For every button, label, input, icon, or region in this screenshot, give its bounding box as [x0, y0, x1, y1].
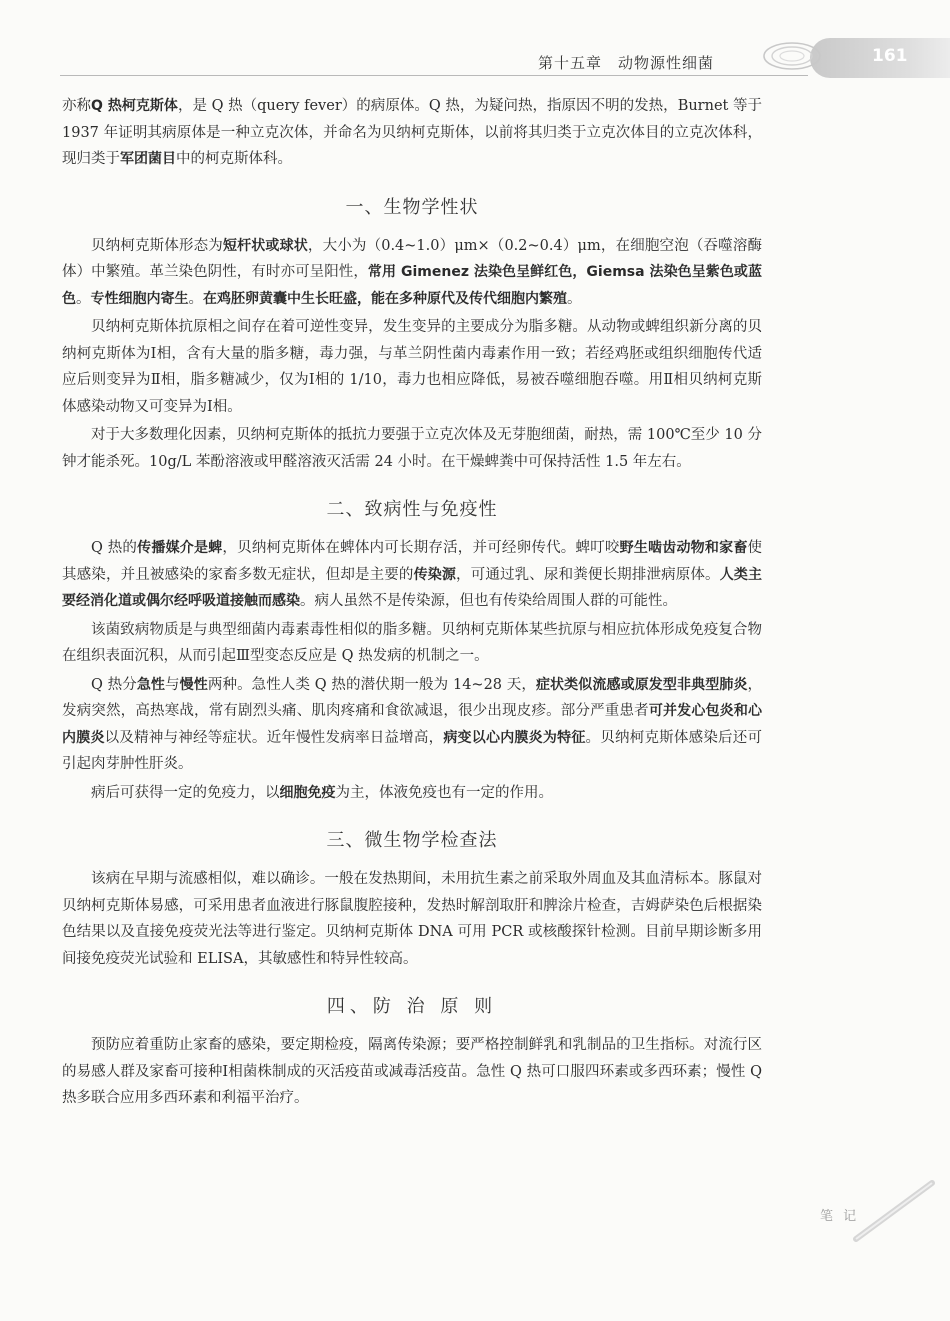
page-number: 161: [872, 46, 908, 66]
pathogenicity-paragraph-3: Q 热分急性与慢性两种。急性人类 Q 热的潜伏期一般为 14~28 天，症状类似流感或原发型非典型肺炎，发病突然，高热寒战，常有剧烈头痛、肌肉疼痛和食欲减退，很少出现皮疹。部分严重患者可并发心包炎和心内膜炎以及精神与神经等症状。近年慢性发病率日益增高，病变以心内膜炎为特征。贝纳柯克斯体感染后还可引起肉芽肿性肝炎。: [62, 676, 763, 772]
pathogenicity-paragraph-2: 该菌致病物质是与典型细菌内毒素毒性相似的脂多糖。贝纳柯克斯体某些抗原与相应抗体形成免疫复合物在组织表面沉积，从而引起Ⅲ型变态反应是 Q 热发病的机制之一。: [62, 621, 762, 664]
swirl-logo-icon: [752, 34, 822, 76]
pencil-icon: [848, 1175, 938, 1245]
header-rule: [60, 75, 808, 76]
intro-paragraph: 亦称Q 热柯克斯体，是 Q 热（query fever）的病原体。Q 热，为疑问热，指原因不明的发热，Burnet 等于 1937 年证明其病原体是一种立克次体，并命名为贝纳柯克斯体，以前将其归类于立克次体目的立克次体科，现归类于军团菌目中的柯克斯体科。: [62, 98, 763, 167]
pathogenicity-paragraph-1: Q 热的传播媒介是蜱，贝纳柯克斯体在蜱体内可长期存活，并可经卵传代。蜱叮咬野生啮齿动物和家畜使其感染，并且被感染的家畜多数无症状，但却是主要的传染源，可通过乳、尿和粪便长期排泄病原体。人类主要经消化道或偶尔经呼吸道接触而感染。病人虽然不是传染源，但也有传染给周围人群的可能性。: [62, 540, 763, 609]
section-heading-diagnosis: 三、微生物学检查法: [326, 830, 498, 851]
notes-label: 笔 记: [820, 1209, 860, 1224]
pathogenicity-paragraph-4: 病后可获得一定的免疫力，以细胞免疫为主，体液免疫也有一定的作用。: [91, 784, 553, 801]
section-heading-prevention: 四、防 治 原 则: [326, 996, 498, 1017]
diagnosis-paragraph-1: 该病在早期与流感相似，难以确诊。一般在发热期间，未用抗生素之前采取外周血及其血清标本。豚鼠对贝纳柯克斯体易感，可采用患者血液进行豚鼠腹腔接种，发热时解剖取肝和脾涂片检查，吉姆萨染色后根据染色结果以及直接免疫荧光法等进行鉴定。贝纳柯克斯体 DNA 可用 PCR 或核酸探针检测。目前早期诊断多用间接免疫荧光试验和 ELISA，其敏感性和特异性较高。: [62, 871, 762, 967]
biology-paragraph-3: 对于大多数理化因素，贝纳柯克斯体的抵抗力要强于立克次体及无芽胞细菌，耐热，需 100℃至少 10 分钟才能杀死。10g/L 苯酚溶液或甲醛溶液灭活需 24 小时。在干燥蜱粪中可保持活性 1.5 年左右。: [62, 427, 762, 470]
biology-paragraph-2: 贝纳柯克斯体抗原相之间存在着可逆性变异，发生变异的主要成分为脂多糖。从动物或蜱组织新分离的贝纳柯克斯体为Ⅰ相，含有大量的脂多糖，毒力强，与革兰阴性菌内毒素作用一致；若经鸡胚或组织细胞传代适应后则变异为Ⅱ相，脂多糖减少，仅为Ⅰ相的 1/10，毒力也相应降低，易被吞噬细胞吞噬。用Ⅱ相贝纳柯克斯体感染动物又可变异为Ⅰ相。: [62, 319, 762, 415]
main-content: [62, 93, 762, 1114]
section-heading-biology: 一、生物学性状: [345, 196, 479, 218]
prevention-paragraph-1: 预防应着重防止家畜的感染，要定期检疫，隔离传染源；要严格控制鲜乳和乳制品的卫生指标。对流行区的易感人群及家畜可接种Ⅰ相菌株制成的灭活疫苗或减毒活疫苗。急性 Q 热可口服四环素或多西环素；慢性 Q 热多联合应用多西环素和利福平治疗。: [62, 1037, 762, 1106]
chapter-title: 第十五章 动物源性细菌: [538, 54, 715, 72]
section-heading-pathogenicity: 二、致病性与免疫性: [326, 499, 498, 520]
biology-paragraph-1: 贝纳柯克斯体形态为短杆状或球状，大小为（0.4~1.0）μm×（0.2~0.4）μm，在细胞空泡（吞噬溶酶体）中繁殖。革兰染色阴性，有时亦可呈阳性，常用 Gimenez 法染色呈鲜红色，Giemsa 法染色呈紫色或蓝色。专性细胞内寄生。在鸡胚卵黄囊中生长旺盛，能在多种原代及传代细胞内繁殖。: [62, 237, 762, 307]
